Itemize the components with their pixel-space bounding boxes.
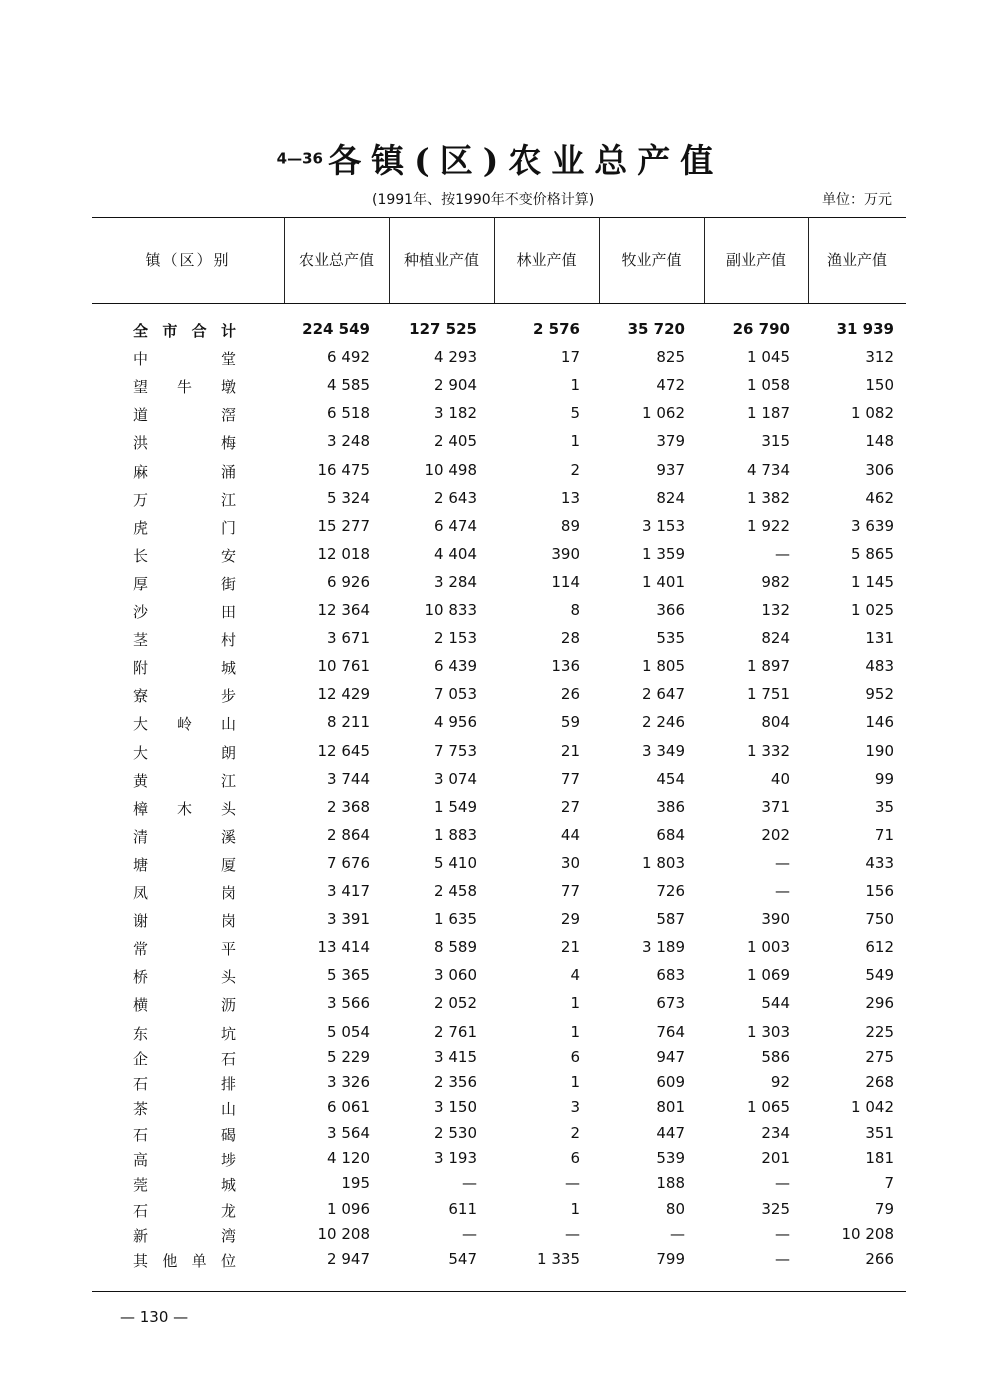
table-row bbox=[0, 994, 1000, 1020]
value-cell: 1 003 bbox=[747, 938, 790, 956]
region-name-cell: 凤岗 bbox=[133, 884, 236, 902]
value-cell: 2 246 bbox=[642, 713, 685, 731]
region-name-cell: 望牛墩 bbox=[133, 378, 236, 396]
value-cell: 8 589 bbox=[434, 938, 477, 956]
value-cell: 148 bbox=[865, 432, 894, 450]
table-row bbox=[0, 1048, 1000, 1074]
value-cell: 3 639 bbox=[851, 517, 894, 535]
table-row bbox=[0, 1023, 1000, 1049]
value-cell: 535 bbox=[656, 629, 685, 647]
value-cell: 190 bbox=[865, 742, 894, 760]
table-row bbox=[0, 545, 1000, 571]
value-cell: 539 bbox=[656, 1149, 685, 1167]
value-cell: 937 bbox=[656, 461, 685, 479]
value-cell: 1 145 bbox=[851, 573, 894, 591]
table-row bbox=[0, 966, 1000, 992]
value-cell: 1 335 bbox=[537, 1250, 580, 1268]
value-cell: 1 332 bbox=[747, 742, 790, 760]
table-row bbox=[0, 657, 1000, 683]
value-cell: 15 277 bbox=[317, 517, 370, 535]
value-cell: — bbox=[775, 1174, 790, 1192]
value-cell: 6 bbox=[570, 1149, 580, 1167]
value-cell: 683 bbox=[656, 966, 685, 984]
value-cell: 26 bbox=[560, 685, 580, 703]
table-row-total bbox=[0, 320, 1000, 346]
value-cell: 612 bbox=[865, 938, 894, 956]
region-name-cell: 石碣 bbox=[133, 1126, 236, 1144]
value-cell: 266 bbox=[865, 1250, 894, 1268]
value-cell: 804 bbox=[761, 713, 790, 731]
value-cell: 2 458 bbox=[434, 882, 477, 900]
value-cell: 225 bbox=[865, 1023, 894, 1041]
value-cell: 3 417 bbox=[327, 882, 370, 900]
value-cell: 673 bbox=[656, 994, 685, 1012]
table-number: 4—36 bbox=[276, 149, 323, 168]
value-cell: 684 bbox=[656, 826, 685, 844]
value-cell: 8 bbox=[570, 601, 580, 619]
value-cell: 3 564 bbox=[327, 1124, 370, 1142]
value-cell: 549 bbox=[865, 966, 894, 984]
value-cell: 146 bbox=[865, 713, 894, 731]
value-cell: 10 761 bbox=[317, 657, 370, 675]
value-cell: 801 bbox=[656, 1098, 685, 1116]
table-row bbox=[0, 770, 1000, 796]
value-cell: 156 bbox=[865, 882, 894, 900]
value-cell: 296 bbox=[865, 994, 894, 1012]
region-name-cell: 高埗 bbox=[133, 1151, 236, 1169]
value-cell: — bbox=[775, 1250, 790, 1268]
value-cell: 21 bbox=[560, 938, 580, 956]
value-cell: 4 bbox=[570, 966, 580, 984]
value-cell: — bbox=[775, 545, 790, 563]
value-cell: 3 248 bbox=[327, 432, 370, 450]
value-cell: 472 bbox=[656, 376, 685, 394]
value-cell: 1 bbox=[570, 1200, 580, 1218]
value-cell: 8 211 bbox=[327, 713, 370, 731]
value-cell: 195 bbox=[341, 1174, 370, 1192]
table-row bbox=[0, 713, 1000, 739]
value-cell: 3 326 bbox=[327, 1073, 370, 1091]
value-cell: 6 439 bbox=[434, 657, 477, 675]
region-name-cell: 大朗 bbox=[133, 744, 236, 762]
value-cell: 4 956 bbox=[434, 713, 477, 731]
value-cell: 4 120 bbox=[327, 1149, 370, 1167]
table-row bbox=[0, 489, 1000, 515]
value-cell: 3 415 bbox=[434, 1048, 477, 1066]
region-name-cell: 东坑 bbox=[133, 1025, 236, 1043]
value-cell: 3 074 bbox=[434, 770, 477, 788]
region-name-cell: 常平 bbox=[133, 940, 236, 958]
table-row bbox=[0, 573, 1000, 599]
value-cell: 35 720 bbox=[627, 320, 685, 338]
value-cell: 1 359 bbox=[642, 545, 685, 563]
value-cell: 132 bbox=[761, 601, 790, 619]
value-cell: 3 566 bbox=[327, 994, 370, 1012]
table-row bbox=[0, 1073, 1000, 1099]
value-cell: 99 bbox=[874, 770, 894, 788]
value-cell: 4 404 bbox=[434, 545, 477, 563]
value-cell: — bbox=[775, 854, 790, 872]
value-cell: 587 bbox=[656, 910, 685, 928]
value-cell: 224 549 bbox=[302, 320, 370, 338]
value-cell: 3 391 bbox=[327, 910, 370, 928]
region-name-cell: 其他单位 bbox=[133, 1252, 236, 1270]
value-cell: 7 676 bbox=[327, 854, 370, 872]
value-cell: — bbox=[775, 1225, 790, 1243]
value-cell: 1 549 bbox=[434, 798, 477, 816]
value-cell: 1 042 bbox=[851, 1098, 894, 1116]
value-cell: 3 150 bbox=[434, 1098, 477, 1116]
value-cell: 114 bbox=[551, 573, 580, 591]
value-cell: 10 208 bbox=[317, 1225, 370, 1243]
value-cell: 5 229 bbox=[327, 1048, 370, 1066]
value-cell: 268 bbox=[865, 1073, 894, 1091]
value-cell: 1 bbox=[570, 432, 580, 450]
value-cell: 77 bbox=[560, 882, 580, 900]
value-cell: 611 bbox=[448, 1200, 477, 1218]
region-name-cell: 桥头 bbox=[133, 968, 236, 986]
value-cell: 16 475 bbox=[317, 461, 370, 479]
value-cell: 433 bbox=[865, 854, 894, 872]
value-cell: 750 bbox=[865, 910, 894, 928]
region-name-cell: 中堂 bbox=[133, 350, 236, 368]
region-name-cell: 沙田 bbox=[133, 603, 236, 621]
value-cell: 1 382 bbox=[747, 489, 790, 507]
value-cell: 1 803 bbox=[642, 854, 685, 872]
value-cell: 609 bbox=[656, 1073, 685, 1091]
value-cell: 824 bbox=[656, 489, 685, 507]
value-cell: 27 bbox=[560, 798, 580, 816]
value-cell: 30 bbox=[560, 854, 580, 872]
value-cell: 306 bbox=[865, 461, 894, 479]
value-cell: 2 530 bbox=[434, 1124, 477, 1142]
value-cell: 6 518 bbox=[327, 404, 370, 422]
value-cell: 6 bbox=[570, 1048, 580, 1066]
value-cell: 1 751 bbox=[747, 685, 790, 703]
value-cell: 3 182 bbox=[434, 404, 477, 422]
value-cell: 40 bbox=[770, 770, 790, 788]
region-name-cell: 全市合计 bbox=[133, 322, 236, 340]
value-cell: 13 bbox=[560, 489, 580, 507]
region-name-cell: 万江 bbox=[133, 491, 236, 509]
value-cell: 1 069 bbox=[747, 966, 790, 984]
value-cell: 127 525 bbox=[409, 320, 477, 338]
value-cell: 3 060 bbox=[434, 966, 477, 984]
value-cell: 351 bbox=[865, 1124, 894, 1142]
value-cell: 2 947 bbox=[327, 1250, 370, 1268]
value-cell: — bbox=[565, 1174, 580, 1192]
value-cell: 1 bbox=[570, 1023, 580, 1041]
value-cell: 1 805 bbox=[642, 657, 685, 675]
value-cell: 131 bbox=[865, 629, 894, 647]
value-cell: 3 bbox=[570, 1098, 580, 1116]
value-cell: — bbox=[462, 1225, 477, 1243]
table-row bbox=[0, 1124, 1000, 1150]
table-row bbox=[0, 601, 1000, 627]
value-cell: — bbox=[565, 1225, 580, 1243]
value-cell: 366 bbox=[656, 601, 685, 619]
value-cell: 89 bbox=[560, 517, 580, 535]
value-cell: 726 bbox=[656, 882, 685, 900]
header-sideline: 副业产值 bbox=[725, 251, 786, 269]
table-row bbox=[0, 376, 1000, 402]
value-cell: 6 492 bbox=[327, 348, 370, 366]
header-rule bbox=[92, 303, 906, 304]
value-cell: 3 671 bbox=[327, 629, 370, 647]
value-cell: 10 498 bbox=[424, 461, 477, 479]
value-cell: 447 bbox=[656, 1124, 685, 1142]
value-cell: 3 284 bbox=[434, 573, 477, 591]
value-cell: 2 052 bbox=[434, 994, 477, 1012]
value-cell: 2 368 bbox=[327, 798, 370, 816]
value-cell: 7 753 bbox=[434, 742, 477, 760]
region-name-cell: 茎村 bbox=[133, 631, 236, 649]
value-cell: 586 bbox=[761, 1048, 790, 1066]
value-cell: 188 bbox=[656, 1174, 685, 1192]
value-cell: 764 bbox=[656, 1023, 685, 1041]
header-region: 镇（区）别 bbox=[145, 251, 231, 269]
region-name-cell: 黄江 bbox=[133, 772, 236, 790]
region-name-cell: 横沥 bbox=[133, 996, 236, 1014]
value-cell: 3 193 bbox=[434, 1149, 477, 1167]
region-name-cell: 新湾 bbox=[133, 1227, 236, 1245]
value-cell: 7 053 bbox=[434, 685, 477, 703]
value-cell: 4 293 bbox=[434, 348, 477, 366]
value-cell: 4 734 bbox=[747, 461, 790, 479]
value-cell: 28 bbox=[560, 629, 580, 647]
table-row bbox=[0, 1225, 1000, 1251]
value-cell: 462 bbox=[865, 489, 894, 507]
table-row bbox=[0, 1098, 1000, 1124]
region-name-cell: 虎门 bbox=[133, 519, 236, 537]
unit-label: 单位：万元 bbox=[822, 192, 892, 208]
value-cell: 1 bbox=[570, 1073, 580, 1091]
value-cell: 947 bbox=[656, 1048, 685, 1066]
table-row bbox=[0, 1149, 1000, 1175]
region-name-cell: 寮步 bbox=[133, 687, 236, 705]
value-cell: 13 414 bbox=[317, 938, 370, 956]
value-cell: 825 bbox=[656, 348, 685, 366]
value-cell: 26 790 bbox=[732, 320, 790, 338]
value-cell: 234 bbox=[761, 1124, 790, 1142]
value-cell: 325 bbox=[761, 1200, 790, 1218]
value-cell: 2 405 bbox=[434, 432, 477, 450]
value-cell: 181 bbox=[865, 1149, 894, 1167]
value-cell: 1 058 bbox=[747, 376, 790, 394]
value-cell: 1 401 bbox=[642, 573, 685, 591]
value-cell: 59 bbox=[560, 713, 580, 731]
table-row bbox=[0, 461, 1000, 487]
table-title bbox=[0, 135, 1000, 182]
table-row bbox=[0, 432, 1000, 458]
value-cell: 44 bbox=[560, 826, 580, 844]
value-cell: 1 065 bbox=[747, 1098, 790, 1116]
value-cell: 2 864 bbox=[327, 826, 370, 844]
region-name-cell: 洪梅 bbox=[133, 434, 236, 452]
region-name-cell: 樟木头 bbox=[133, 800, 236, 818]
value-cell: 71 bbox=[874, 826, 894, 844]
region-name-cell: 麻涌 bbox=[133, 463, 236, 481]
value-cell: 1 025 bbox=[851, 601, 894, 619]
region-name-cell: 塘厦 bbox=[133, 856, 236, 874]
value-cell: 379 bbox=[656, 432, 685, 450]
value-cell: 2 356 bbox=[434, 1073, 477, 1091]
value-cell: 371 bbox=[761, 798, 790, 816]
table-row bbox=[0, 404, 1000, 430]
top-rule bbox=[92, 217, 906, 218]
value-cell: 3 153 bbox=[642, 517, 685, 535]
value-cell: 2 904 bbox=[434, 376, 477, 394]
value-cell: 3 744 bbox=[327, 770, 370, 788]
value-cell: 80 bbox=[665, 1200, 685, 1218]
value-cell: 547 bbox=[448, 1250, 477, 1268]
value-cell: 10 208 bbox=[841, 1225, 894, 1243]
table-row bbox=[0, 517, 1000, 543]
table-row bbox=[0, 938, 1000, 964]
value-cell: 2 153 bbox=[434, 629, 477, 647]
value-cell: 136 bbox=[551, 657, 580, 675]
value-cell: 202 bbox=[761, 826, 790, 844]
value-cell: 275 bbox=[865, 1048, 894, 1066]
value-cell: 1 062 bbox=[642, 404, 685, 422]
value-cell: 6 926 bbox=[327, 573, 370, 591]
value-cell: 5 054 bbox=[327, 1023, 370, 1041]
table-row bbox=[0, 348, 1000, 374]
value-cell: 1 096 bbox=[327, 1200, 370, 1218]
value-cell: 12 364 bbox=[317, 601, 370, 619]
value-cell: 824 bbox=[761, 629, 790, 647]
value-cell: 79 bbox=[874, 1200, 894, 1218]
value-cell: 544 bbox=[761, 994, 790, 1012]
region-name-cell: 石排 bbox=[133, 1075, 236, 1093]
value-cell: 2 643 bbox=[434, 489, 477, 507]
value-cell: 1 635 bbox=[434, 910, 477, 928]
table-subtitle: (1991年、按1990年不变价格计算) bbox=[372, 192, 595, 208]
value-cell: 7 bbox=[884, 1174, 894, 1192]
region-name-cell: 厚街 bbox=[133, 575, 236, 593]
region-name-cell: 长安 bbox=[133, 547, 236, 565]
value-cell: — bbox=[670, 1225, 685, 1243]
value-cell: 5 865 bbox=[851, 545, 894, 563]
value-cell: 31 939 bbox=[836, 320, 894, 338]
value-cell: 2 bbox=[570, 1124, 580, 1142]
value-cell: 483 bbox=[865, 657, 894, 675]
region-name-cell: 大岭山 bbox=[133, 715, 236, 733]
value-cell: 952 bbox=[865, 685, 894, 703]
table-row bbox=[0, 854, 1000, 880]
value-cell: 12 429 bbox=[317, 685, 370, 703]
region-name-cell: 谢岗 bbox=[133, 912, 236, 930]
value-cell: 982 bbox=[761, 573, 790, 591]
page-number: — 130 — bbox=[120, 1308, 189, 1326]
value-cell: 3 349 bbox=[642, 742, 685, 760]
value-cell: 1 082 bbox=[851, 404, 894, 422]
table-row bbox=[0, 742, 1000, 768]
value-cell: 12 645 bbox=[317, 742, 370, 760]
value-cell: 12 018 bbox=[317, 545, 370, 563]
value-cell: 29 bbox=[560, 910, 580, 928]
value-cell: 17 bbox=[560, 348, 580, 366]
header-crop: 种植业产值 bbox=[403, 251, 479, 269]
value-cell: 6 474 bbox=[434, 517, 477, 535]
value-cell: 312 bbox=[865, 348, 894, 366]
table-row bbox=[0, 1200, 1000, 1226]
value-cell: 2 647 bbox=[642, 685, 685, 703]
region-name-cell: 石龙 bbox=[133, 1202, 236, 1220]
region-name-cell: 企石 bbox=[133, 1050, 236, 1068]
value-cell: 2 576 bbox=[533, 320, 580, 338]
value-cell: 5 324 bbox=[327, 489, 370, 507]
table-row bbox=[0, 798, 1000, 824]
value-cell: 5 410 bbox=[434, 854, 477, 872]
value-cell: 92 bbox=[770, 1073, 790, 1091]
region-name-cell: 茶山 bbox=[133, 1100, 236, 1118]
value-cell: 3 189 bbox=[642, 938, 685, 956]
value-cell: 150 bbox=[865, 376, 894, 394]
value-cell: 201 bbox=[761, 1149, 790, 1167]
table-title-text: 各镇(区)农业总产值 bbox=[328, 141, 724, 180]
region-name-cell: 清溪 bbox=[133, 828, 236, 846]
table-row bbox=[0, 685, 1000, 711]
value-cell: 2 bbox=[570, 461, 580, 479]
table-row bbox=[0, 629, 1000, 655]
value-cell: 1 bbox=[570, 994, 580, 1012]
value-cell: 1 045 bbox=[747, 348, 790, 366]
value-cell: 2 761 bbox=[434, 1023, 477, 1041]
value-cell: — bbox=[462, 1174, 477, 1192]
region-name-cell: 莞城 bbox=[133, 1176, 236, 1194]
table-row bbox=[0, 826, 1000, 852]
value-cell: 1 897 bbox=[747, 657, 790, 675]
value-cell: 1 303 bbox=[747, 1023, 790, 1041]
region-name-cell: 道滘 bbox=[133, 406, 236, 424]
value-cell: 1 883 bbox=[434, 826, 477, 844]
value-cell: 4 585 bbox=[327, 376, 370, 394]
value-cell: 77 bbox=[560, 770, 580, 788]
header-total: 农业总产值 bbox=[298, 251, 374, 269]
value-cell: 10 833 bbox=[424, 601, 477, 619]
table-row bbox=[0, 1250, 1000, 1276]
value-cell: 390 bbox=[551, 545, 580, 563]
value-cell: 390 bbox=[761, 910, 790, 928]
value-cell: 35 bbox=[874, 798, 894, 816]
value-cell: 1 bbox=[570, 376, 580, 394]
table-row bbox=[0, 910, 1000, 936]
value-cell: 315 bbox=[761, 432, 790, 450]
value-cell: 6 061 bbox=[327, 1098, 370, 1116]
table-row bbox=[0, 1174, 1000, 1200]
value-cell: 1 922 bbox=[747, 517, 790, 535]
value-cell: — bbox=[775, 882, 790, 900]
header-forestry: 林业产值 bbox=[516, 251, 577, 269]
value-cell: 454 bbox=[656, 770, 685, 788]
bottom-rule bbox=[92, 1291, 906, 1292]
table-row bbox=[0, 882, 1000, 908]
value-cell: 799 bbox=[656, 1250, 685, 1268]
value-cell: 1 187 bbox=[747, 404, 790, 422]
value-cell: 5 365 bbox=[327, 966, 370, 984]
region-name-cell: 附城 bbox=[133, 659, 236, 677]
value-cell: 386 bbox=[656, 798, 685, 816]
value-cell: 5 bbox=[570, 404, 580, 422]
value-cell: 21 bbox=[560, 742, 580, 760]
header-livestock: 牧业产值 bbox=[621, 251, 682, 269]
header-fishery: 渔业产值 bbox=[826, 251, 887, 269]
